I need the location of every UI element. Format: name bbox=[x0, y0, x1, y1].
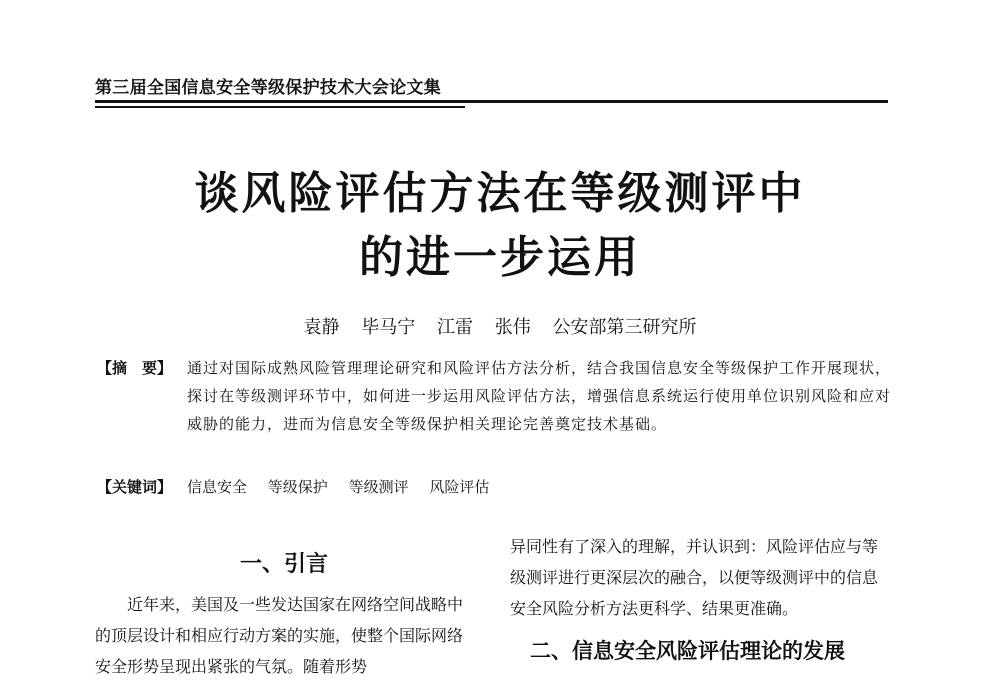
section-1-heading: 一、引言 bbox=[240, 552, 329, 577]
author: 张伟 bbox=[494, 317, 531, 338]
abstract-label: 【摘 要】 bbox=[97, 359, 173, 377]
author: 江雷 bbox=[437, 317, 473, 338]
author-list bbox=[0, 313, 1000, 339]
header-rule-thick bbox=[95, 100, 888, 103]
keyword: 等级测评 bbox=[348, 478, 409, 496]
journal-title: 第三届全国信息安全等级保护技术大会论文集 bbox=[95, 78, 441, 98]
keyword: 信息安全 bbox=[187, 478, 248, 496]
left-column bbox=[95, 589, 475, 682]
abstract-text: 通过对国际成熟风险管理理论研究和风险评估方法分析，结合我国信息安全等级保护工作开展现状，探讨在等级测评环节中，如何进一步运用风险评估方法，增强信息系统运行使用单位识别风险和应对威胁的能力，进而为信息安全等级保护相关理论完善奠定技术基础。 bbox=[187, 359, 892, 433]
keyword: 风险评估 bbox=[429, 478, 490, 496]
keyword: 等级保护 bbox=[267, 478, 328, 496]
author: 毕马宁 bbox=[361, 317, 416, 338]
header-rule-thin bbox=[95, 106, 465, 108]
right-column-paragraph: 异同性有了深入的理解，并认识到：风险评估应与等级测评进行更深层次的融合，以便等级测评中的信息安全风险分析方法更科学、结果更准确。 bbox=[510, 537, 879, 618]
paper-title-line-1: 谈风险评估方法在等级测评中 bbox=[194, 168, 806, 219]
keywords-label: 【关键词】 bbox=[97, 478, 173, 496]
author: 袁静 bbox=[303, 317, 340, 338]
right-column bbox=[510, 531, 890, 624]
section-2-heading: 二、信息安全风险评估理论的发展 bbox=[530, 639, 845, 663]
keyword-list bbox=[187, 476, 505, 497]
paper-title-line-2: 的进一步运用 bbox=[359, 232, 641, 283]
section-1-paragraph: 近年来，美国及一些发达国家在网络空间战略中的顶层设计和相应行动方案的实施，使整个国际网络安全形势呈现出紧张的气氛。随着形势 bbox=[95, 595, 464, 676]
affiliation: 公安部第三研究所 bbox=[552, 317, 697, 338]
